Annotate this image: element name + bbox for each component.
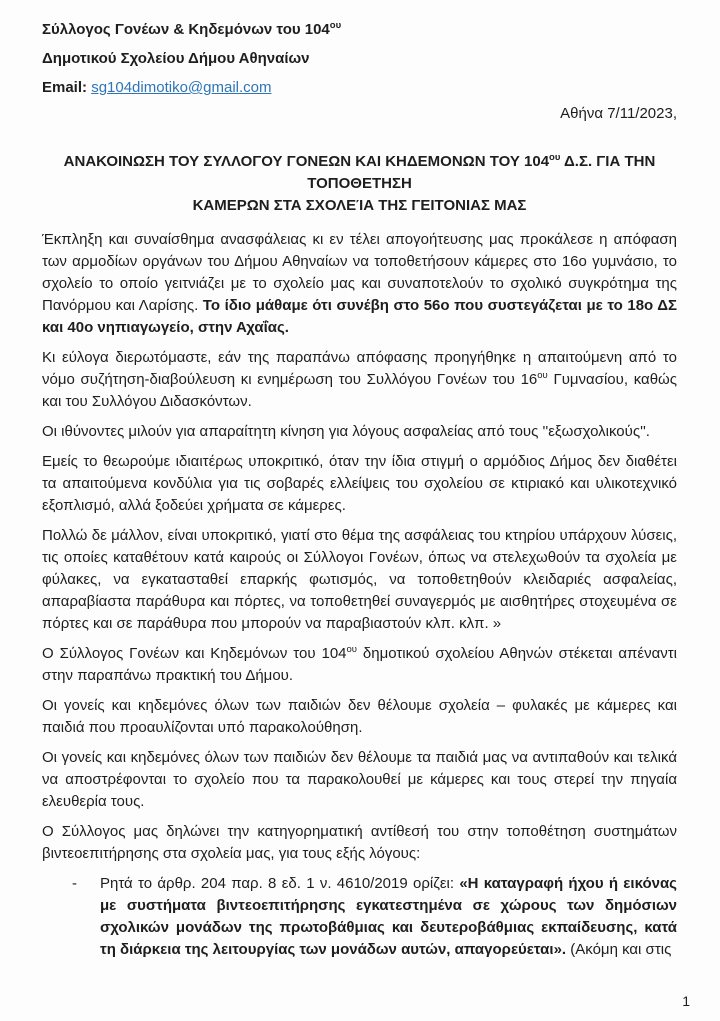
org-ordinal-suffix: ου — [329, 20, 342, 31]
page-number: 1 — [682, 993, 690, 1009]
document-title — [42, 151, 677, 217]
paragraph-8: Οι γονείς και κηδεμόνες όλων των παιδιών δεν θέλουμε τα παιδιά μας να αντιπαθούν και τελικά να αποστρέφονται το σχολείο που τα παρακολουθεί με κάμερες και τους στερεί την πηγαία ελευθερία τους. — [42, 749, 677, 810]
email-row — [42, 78, 677, 98]
paragraph-6-ordinal-suffix: ου — [346, 644, 357, 655]
bullet-item — [42, 873, 677, 961]
bullet-marker: - — [72, 875, 77, 892]
paragraph-5: Πολλώ δε μάλλον, είναι υποκριτικό, γιατί στο θέμα της ασφάλειας του κτηρίου υπάρχουν λύσεις, τις οποίες καταθέτουν κατά καιρούς οι Σύλλογοι Γονέων, όπως να στελεχωθούν τα σχολεία με φύλακες, να εγκατασταθεί επαρκής φωτισμός, να τοποθετηθούν κλειδαριές ασφαλείας, απαραβίαστα παράθυρα και πόρτες, να τοποθετηθεί συναγερμός με αισθητήρες στοχευμένα σε πόρτες και σε παράθυρα που μπορούν να παραβιαστούν κλπ. κλπ. » — [42, 527, 677, 632]
paragraph-2-text: Κι εύλογα διερωτόμαστε, εάν της παραπάνω απόφασης προηγήθηκε η απαιτούμενη από το νόμο συζήτηση-διαβούλευση κι ενημέρωση του Συλλόγου Γονέων του 16 — [42, 349, 677, 388]
paragraph-2-tail: Γυμνασίου, καθώς και του Συλλόγου Διδασκόντων. — [42, 371, 677, 410]
bullet-paragraph — [100, 873, 677, 961]
title-line2-text: ΚΑΜΕΡΩΝ ΣΤΑ ΣΧΟΛΕΊΑ ΤΗΣ ΓΕΙΤΟΝΙΑΣ ΜΑΣ — [192, 197, 527, 214]
org-name-line1 — [42, 20, 677, 40]
bullet-law-quote: «Η καταγραφή ήχου ή εικόνας με συστήματα βιντεοεπιτήρησης εγκατεστημένα σε χώρους των δημόσιων σχολικών μονάδων της πρωτοβάθμιας και δευτεροβάθμιας εκπαίδευσης, κατά τη διάρκεια της λειτουργίας των μονάδων αυτών, απαγορεύεται». — [100, 875, 677, 958]
paragraph-4: Εμείς το θεωρούμε ιδιαιτέρως υποκριτικό, όταν την ίδια στιγμή ο αρμόδιος Δήμος δεν διαθέτει τα απαιτούμενα κονδύλια για τις σοβαρές ελλείψεις του σχολείου σε κτιριακό και υλικοτεχνικό εξοπλισμό, αλλά ξοδεύει χρήματα σε κάμερες. — [42, 453, 677, 514]
email-label: Email: — [42, 79, 88, 96]
org-name-line1-text: Σύλλογος Γονέων & Κηδεμόνων του 104 — [42, 21, 330, 38]
title-line1-text: ΑΝΑΚΟΙΝΩΣΗ ΤΟΥ ΣΥΛΛΟΓΟΥ ΓΟΝΕΩΝ ΚΑΙ ΚΗΔΕΜΟΝΩΝ ΤΟΥ 104 — [63, 153, 550, 170]
email-link[interactable]: sg104dimotiko@gmail.com — [91, 79, 272, 96]
paragraph-3: Οι ιθύνοντες μιλούν για απαραίτητη κίνηση για λόγους ασφαλείας από τους ''εξωσχολικούς''. — [42, 423, 650, 440]
paragraph-7: Οι γονείς και κηδεμόνες όλων των παιδιών δεν θέλουμε σχολεία – φυλακές με κάμερες και παιδιά που προαυλίζονται υπό παρακολούθηση. — [42, 697, 677, 736]
title-line1-tail: Δ.Σ. ΓΙΑ ΤΗΝ ΤΟΠΟΘΕΤΗΣΗ — [307, 153, 656, 192]
bullet-tail-text: (Ακόμη και στις — [566, 941, 672, 958]
org-name-line2: Δημοτικού Σχολείου Δήμου Αθηναίων — [42, 50, 310, 67]
paragraph-2-ordinal-suffix: ου — [537, 370, 548, 381]
paragraph-9: Ο Σύλλογος μας δηλώνει την κατηγορηματική αντίθεσή του στην τοποθέτηση συστημάτων βιντεοεπιτήρησης στα σχολεία μας, για τους εξής λόγους: — [42, 823, 677, 862]
dateline: Αθήνα 7/11/2023, — [560, 105, 677, 122]
paragraph-2 — [42, 347, 677, 413]
paragraph-1 — [42, 229, 677, 339]
paragraph-6 — [42, 643, 677, 687]
title-ordinal-suffix: ου — [549, 152, 561, 163]
paragraph-1-text: Έκπληξη και συναίσθημα ανασφάλειας κι εν τέλει απογοήτευσης μας προκάλεσε η απόφαση των αρμοδίων οργάνων του Δήμου Αθηναίων να τοποθετήσουν κάμερες στο 16ο γυμνάσιο, το σχολείο το οποίο γειτνιάζει με το σχολείο μας και συναποτελούν το σχολικό συγκρότημα της Πανόρμου και Λαρίσης. — [42, 231, 677, 314]
paragraph-1-bold-statement: Το ίδιο μάθαμε ότι συνέβη στο 56ο που συστεγάζεται με το 18ο ΔΣ και 40ο νηπιαγωγείο, στην Αχαΐας. — [42, 297, 677, 336]
bullet-lead-text: Ρητά το άρθρ. 204 παρ. 8 εδ. 1 ν. 4610/2019 ορίζει: — [100, 875, 460, 892]
paragraph-6-tail: δημοτικού σχολείου Αθηνών στέκεται απέναντι στην παραπάνω πρακτική του Δήμου. — [42, 645, 677, 684]
paragraph-6-text: Ο Σύλλογος Γονέων και Κηδεμόνων του 104 — [42, 645, 347, 662]
